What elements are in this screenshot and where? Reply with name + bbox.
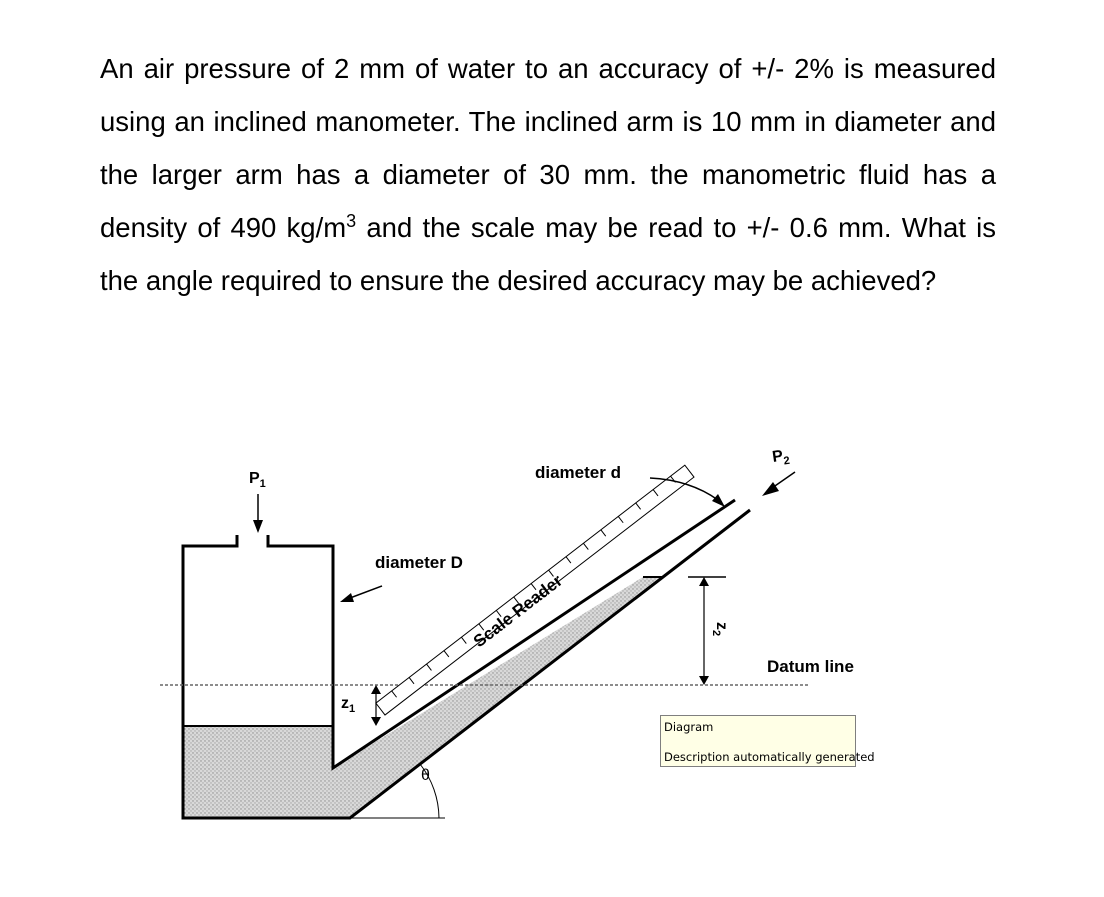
z1-label: $z_1$	[341, 695, 356, 715]
p2-label: $P_2$	[771, 447, 791, 468]
problem-text-part1: An air pressure of 2 mm of water to an accuracy of +/- 2% is measured using an inclined manometer. The inclined arm is 10 mm in diameter and the larger arm has a diameter of 30 mm. the manometric fluid has a density of 490 kg/m	[100, 53, 996, 243]
diameter-D-leader	[350, 586, 382, 598]
problem-text-part2: and the scale may be read to +/- 0.6 mm. What is the angle required to ensure the desired accuracy may be achieved?	[100, 212, 996, 296]
scale-reader-label: Scale Reader	[469, 570, 567, 652]
z1-arrowhead-top	[371, 685, 381, 694]
diameter-d-arrowhead	[712, 494, 725, 507]
diameter-d-label: diameter d	[535, 463, 621, 482]
z2-label: $z_2$	[710, 622, 730, 637]
z1-arrowhead-bottom	[371, 717, 381, 726]
alt-text-caption	[660, 715, 875, 767]
theta-label: θ	[421, 767, 430, 784]
p2-arrow	[772, 472, 795, 488]
p1-label: $P_1$	[249, 470, 266, 490]
datum-line-label: Datum line	[767, 657, 854, 676]
z2-arrowhead-top	[699, 577, 709, 586]
diameter-D-arrowhead	[340, 593, 354, 602]
z2-arrowhead-bottom	[699, 676, 709, 685]
problem-superscript: 3	[346, 210, 357, 231]
p1-arrowhead	[253, 520, 263, 533]
diameter-D-label: diameter D	[375, 553, 463, 572]
caption-line-1: Diagram	[664, 720, 714, 734]
caption-line-2: Description automatically generated	[664, 750, 875, 764]
